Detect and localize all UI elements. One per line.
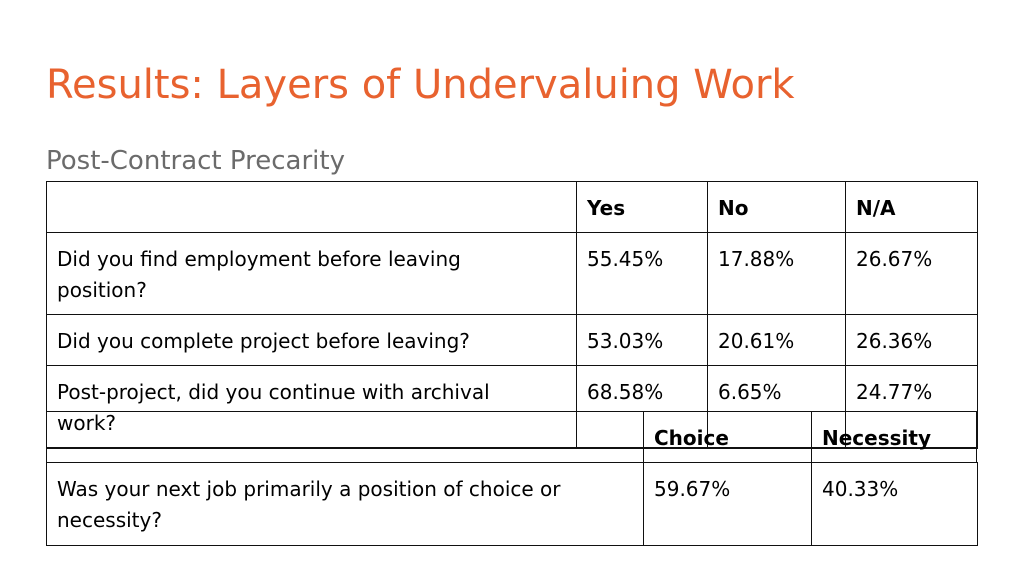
row-divider xyxy=(46,365,978,366)
na-value: 24.77% xyxy=(856,380,933,404)
question-text: position? xyxy=(57,278,147,302)
no-value: 20.61% xyxy=(718,329,795,353)
question-text: Was your next job primarily a position of choice or xyxy=(57,477,561,501)
question-text: Post-project, did you continue with archival xyxy=(57,380,490,404)
column-divider xyxy=(46,411,47,463)
yes-value: 68.58% xyxy=(587,380,664,404)
na-value: 26.36% xyxy=(856,329,933,353)
no-value: 17.88% xyxy=(718,247,795,271)
column-divider xyxy=(976,411,977,463)
header-yes: Yes xyxy=(587,196,626,220)
slide-subtitle: Post-Contract Precarity xyxy=(46,146,345,176)
header-na: N/A xyxy=(856,196,896,220)
slide-title: Results: Layers of Undervaluing Work xyxy=(46,62,795,108)
na-value: 26.67% xyxy=(856,247,933,271)
column-divider xyxy=(811,411,812,546)
yes-value: 55.45% xyxy=(587,247,664,271)
question-text: necessity? xyxy=(57,508,162,532)
question-text: work? xyxy=(57,411,117,435)
row-divider xyxy=(46,314,978,315)
no-value: 6.65% xyxy=(718,380,782,404)
row-divider xyxy=(46,232,978,233)
column-divider xyxy=(643,411,644,546)
choice-value: 59.67% xyxy=(654,477,731,501)
header-necessity: Necessity xyxy=(822,426,931,450)
yes-value: 53.03% xyxy=(587,329,664,353)
header-choice: Choice xyxy=(654,426,729,450)
question-text: Did you complete project before leaving? xyxy=(57,329,470,353)
question-text: Did you find employment before leaving xyxy=(57,247,461,271)
row-divider xyxy=(46,411,978,412)
necessity-value: 40.33% xyxy=(822,477,899,501)
header-no: No xyxy=(718,196,749,220)
